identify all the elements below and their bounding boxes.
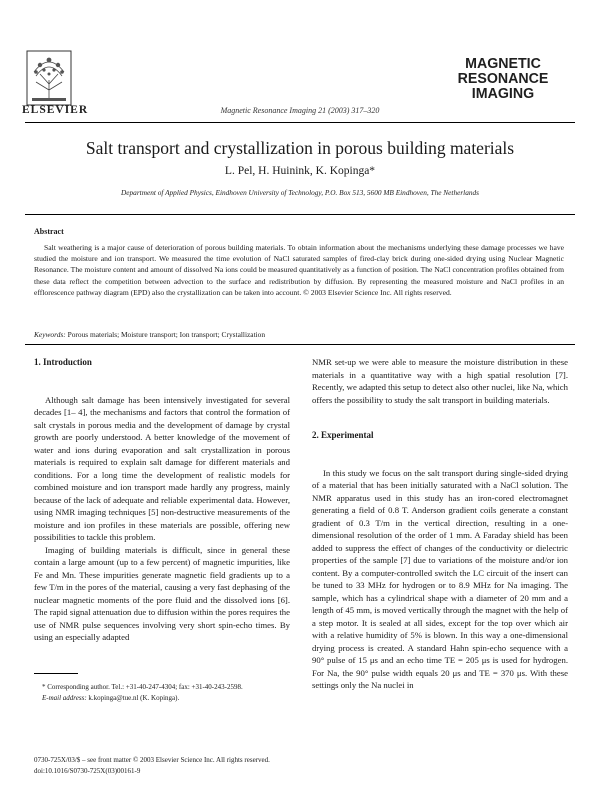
footnote: [34, 682, 290, 704]
section-heading-experimental: 2. Experimental: [312, 430, 374, 440]
keywords: [34, 330, 564, 339]
journal-logo-line: IMAGING: [471, 86, 535, 102]
abstract-text: Salt weathering is a major cause of deterioration of porous building materials. To obtain information about the mechanisms underlying these damage processes we have studied the moisture and ion transport. We measured the time evolution of NaCl saturated samples of fired-clay brick during one-sided drying using Nuclear Magnetic Resonance. The moisture content and amount of dissolved Na ions could be measured quantitatively as a function of position. The NaCl concentration profiles obtained from these data reflect the competition between advection to the surface and redistribution by diffusion. By representing the measured moisture and NaCl profiles in an efflorescence pathway diagram (EPD) also the crystallization can be taken into account. © 2003 Elsevier Science Inc. All rights reserved.: [34, 243, 564, 297]
journal-citation: Magnetic Resonance Imaging 21 (2003) 317–320: [220, 106, 380, 115]
email-address: k.kopinga@tue.nl (K. Kopinga).: [88, 694, 180, 702]
abstract-bottom-rule: [25, 344, 575, 345]
intro-continued-paragraph: NMR set-up we were able to measure the moisture distribution in these materials in a quantitative way with a high spatial resolution [7]. Recently, we adapted this setup to detect also other nuclei, like Na, which offers the possibility to study the salt transport in building materials.: [312, 357, 568, 405]
article-title: Salt transport and crystallization in porous building materials: [85, 138, 515, 158]
corresponding-author-note: * Corresponding author. Tel.: +31-40-247-4304; fax: +31-40-243-2598.: [42, 683, 243, 691]
abstract-heading: Abstract: [34, 227, 64, 236]
journal-logo: [449, 57, 557, 102]
issn-line: 0730-725X/03/$ – see front matter © 2003 Elsevier Science Inc. All rights reserved.: [34, 756, 270, 764]
header-rule: [25, 122, 575, 123]
journal-logo-line: MAGNETIC: [465, 56, 541, 72]
intro-paragraph-1: Although salt damage has been intensively investigated for several decades [1– 4], the mechanisms and factors that control the formation of salt crystals in porous media and the development of damage by crystal growth are poorly understood. A better knowledge of the movement of water and ions during evaporation and salt crystallization in porous materials is required to explain salt damage for different materials and conditions. For a long time the development of realistic models for combined moisture and ion transport made hardly any progress, mainly because of the lack of adequate and reliable experimental data. However, using NMR imaging techniques [5] non-destructive measurements of the moisture and ion profiles in these materials are possible, offering new possibilities to tackle this problem.: [34, 394, 290, 542]
keywords-list: Porous materials; Moisture transport; Ion transport; Crystallization: [67, 330, 266, 339]
journal-logo-line: RESONANCE: [457, 71, 549, 87]
doi-line: doi:10.1016/S0730-725X(03)00161-9: [34, 767, 141, 775]
article-authors: L. Pel, H. Huinink, K. Kopinga*: [224, 165, 376, 177]
experimental-paragraph-1: In this study we focus on the salt transport during single-sided drying of a material that has been initially saturated with a NaCl solution. The NMR apparatus used in this study has an iron-cored electromagnet generating a field of 0.8 T. Anderson gradient coils generate a constant gradient of 0.3 T/m in the vertical direction, resulting in a one-dimensional resolution of the order of 1 mm. A Faraday shield has been added to suppress the effect of changes of the conductivity or dielectric properties of the sample [7] due to variations of the moisture and/or ion content. By a computer-controlled switch the LC circuit of the insert can be tuned to 33 MHz for hydrogen or to 8.9 MHz for Na imaging. The sample, which has a cylindrical shape with a diameter of 20 mm and a length of 45 mm, is moved vertically through the magnet with the help of a step motor. It is sealed at all sides, except for the top over which air with a relative humidity of 5% is blown. In this way a one-dimensional drying process is created. A standard Hahn spin-echo sequence with a 90° pulse of 15 μs and an echo time TE = 205 μs is used for hydrogen. For Na, the 90° pulse width equals 20 μs and TE = 370 μs. With these settings only the Na nuclei in: [312, 467, 568, 690]
left-column: [34, 356, 290, 644]
abstract-top-rule: [25, 214, 575, 215]
keywords-label: Keywords:: [34, 330, 66, 339]
intro-paragraph-2: Imaging of building materials is difficult, since in general these contain a large amount (up to a few percent) of magnetic impurities, like Fe and Mn. These impurities generate magnetic field gradients up to a few T/m in the pores of the material, causing a very fast dephasing of the nuclear magnetic moments of the pore fluid and the dissolved ions [6]. The rapid signal attenuation due to diffusion within the pores requires the use of NMR pulse sequences involving very short spin-echo times. By using an especially adapted: [34, 544, 290, 642]
footnote-rule: [34, 673, 78, 674]
section-heading-introduction: 1. Introduction: [34, 357, 92, 367]
publisher-wordmark: ELSEVIER: [22, 104, 89, 116]
email-label: E-mail address:: [42, 694, 87, 702]
copyright-imprint: [34, 755, 270, 777]
author-affiliation: Department of Applied Physics, Eindhoven University of Technology, P.O. Box 513, 5600 MB Eindhoven, The Netherlands: [121, 188, 479, 197]
right-column: [312, 356, 568, 692]
